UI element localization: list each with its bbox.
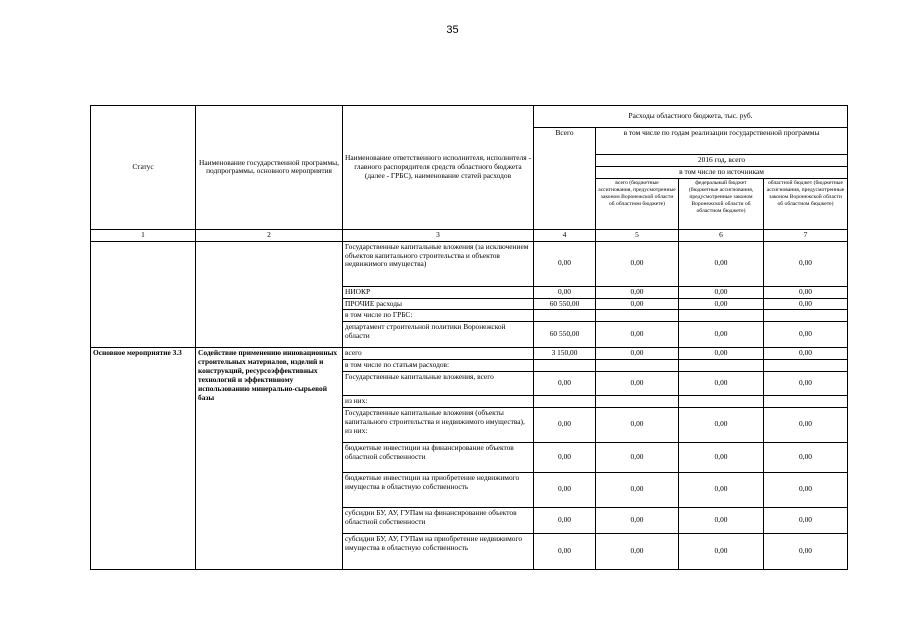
- value-source-total: 0,00: [596, 533, 679, 569]
- value-source-total: 0,00: [596, 442, 679, 472]
- header-year-total: 2016 год, всего: [596, 155, 848, 167]
- row-label: НИОКР: [343, 286, 534, 298]
- value-total: [534, 310, 596, 322]
- status-cell-empty: [91, 241, 196, 348]
- header-source-federal: федеральный бюджет (бюджетные ассигнования, предусмотренные законом Воронежской области об областном бюджете): [679, 178, 764, 229]
- value-total: 60 550,00: [534, 298, 596, 310]
- value-source-total: 0,00: [596, 322, 679, 348]
- header-program-name: Наименование государственной программы, подпрограммы, основного мероприятия: [196, 106, 343, 230]
- value-total: 0,00: [534, 372, 596, 396]
- header-source-total: всего (бюджетные ассигнования, предусмотренные законом Воронежской области об областном бюджете): [596, 178, 679, 229]
- header-expenses: Расходы областного бюджета, тыс. руб.: [534, 106, 848, 128]
- row-label: в том числе по ГРБС:: [343, 310, 534, 322]
- row-label: Государственные капитальные вложения (объекты капитального строительства и недвижимого имущества), из них:: [343, 407, 534, 442]
- value-federal: 0,00: [679, 241, 764, 286]
- value-source-total: 0,00: [596, 372, 679, 396]
- value-total: 0,00: [534, 286, 596, 298]
- header-by-years: в том числе по годам реализации государственной программы: [596, 128, 848, 155]
- value-source-total: 0,00: [596, 298, 679, 310]
- header-executor-name: Наименование ответственного исполнителя, исполнителя - главного распорядителя средств областного бюджета (далее - ГРБС), наименование статей расходов: [343, 106, 534, 230]
- value-federal: 0,00: [679, 322, 764, 348]
- column-numbers-row: [91, 229, 848, 241]
- value-total: 60 550,00: [534, 322, 596, 348]
- value-source-total: 0,00: [596, 348, 679, 360]
- row-label: департамент строительной политики Воронежской области: [343, 322, 534, 348]
- value-total: 0,00: [534, 241, 596, 286]
- budget-table: [90, 105, 848, 570]
- program-name-cell: Содействие применению инновационных строительных материалов, изделий и конструкций, ресурсоэффективных технологий и эффективному использованию минерально-сырьевой базы: [196, 348, 343, 570]
- column-number: 2: [196, 229, 343, 241]
- value-federal: 0,00: [679, 298, 764, 310]
- value-source-total: 0,00: [596, 407, 679, 442]
- value-source-total: 0,00: [596, 507, 679, 533]
- value-regional: [764, 360, 848, 372]
- column-number: 1: [91, 229, 196, 241]
- value-total: 0,00: [534, 407, 596, 442]
- value-federal: 0,00: [679, 507, 764, 533]
- value-federal: [679, 396, 764, 408]
- value-federal: 0,00: [679, 472, 764, 507]
- page-number: 35: [446, 24, 459, 36]
- column-number: 7: [764, 229, 848, 241]
- column-number: 4: [534, 229, 596, 241]
- value-federal: 0,00: [679, 533, 764, 569]
- value-total: 0,00: [534, 533, 596, 569]
- value-regional: 0,00: [764, 322, 848, 348]
- value-source-total: 0,00: [596, 241, 679, 286]
- value-source-total: 0,00: [596, 472, 679, 507]
- value-total: 0,00: [534, 507, 596, 533]
- column-number: 6: [679, 229, 764, 241]
- value-source-total: 0,00: [596, 286, 679, 298]
- value-federal: 0,00: [679, 407, 764, 442]
- value-regional: 0,00: [764, 533, 848, 569]
- header-total: Всего: [534, 128, 596, 230]
- value-total: [534, 360, 596, 372]
- program-cell-empty: [196, 241, 343, 348]
- table-row: [91, 348, 848, 360]
- row-label: бюджетные инвестиции на приобретение недвижимого имущества в областную собственность: [343, 472, 534, 507]
- value-federal: [679, 310, 764, 322]
- row-label: субсидии БУ, АУ, ГУПам на финансирование объектов областной собственности: [343, 507, 534, 533]
- value-federal: [679, 360, 764, 372]
- value-federal: 0,00: [679, 372, 764, 396]
- header-source-regional: областной бюджет (бюджетные ассигнования, предусмотренные законом Воронежской области об областном бюджете): [764, 178, 848, 229]
- value-federal: 0,00: [679, 442, 764, 472]
- value-regional: [764, 396, 848, 408]
- value-regional: 0,00: [764, 507, 848, 533]
- value-source-total: [596, 310, 679, 322]
- value-regional: [764, 310, 848, 322]
- header-by-sources: в том числе по источникам: [596, 166, 848, 178]
- value-source-total: [596, 396, 679, 408]
- value-total: 3 150,00: [534, 348, 596, 360]
- table-row: [91, 241, 848, 286]
- value-regional: 0,00: [764, 241, 848, 286]
- row-label: из них:: [343, 396, 534, 408]
- row-label: бюджетные инвестиции на финансирование объектов областной собственности: [343, 442, 534, 472]
- status-cell: Основное мероприятие 3.3: [91, 348, 196, 570]
- row-label: Государственные капитальные вложения (за исключением объектов капитального строительства и объектов недвижимого имущества): [343, 241, 534, 286]
- value-federal: 0,00: [679, 348, 764, 360]
- value-regional: 0,00: [764, 372, 848, 396]
- value-federal: 0,00: [679, 286, 764, 298]
- value-total: [534, 396, 596, 408]
- value-total: 0,00: [534, 442, 596, 472]
- value-regional: 0,00: [764, 442, 848, 472]
- row-label: ПРОЧИЕ расходы: [343, 298, 534, 310]
- row-label: Государственные капитальные вложения, всего: [343, 372, 534, 396]
- row-label: всего: [343, 348, 534, 360]
- value-source-total: [596, 360, 679, 372]
- value-total: 0,00: [534, 472, 596, 507]
- value-regional: 0,00: [764, 298, 848, 310]
- header-status: Статус: [91, 106, 196, 230]
- value-regional: 0,00: [764, 407, 848, 442]
- row-label: субсидии БУ, АУ, ГУПам на приобретение недвижимого имущества в областную собственность: [343, 533, 534, 569]
- value-regional: 0,00: [764, 472, 848, 507]
- value-regional: 0,00: [764, 286, 848, 298]
- value-regional: 0,00: [764, 348, 848, 360]
- column-number: 5: [596, 229, 679, 241]
- row-label: в том числе по статьям расходов:: [343, 360, 534, 372]
- column-number: 3: [343, 229, 534, 241]
